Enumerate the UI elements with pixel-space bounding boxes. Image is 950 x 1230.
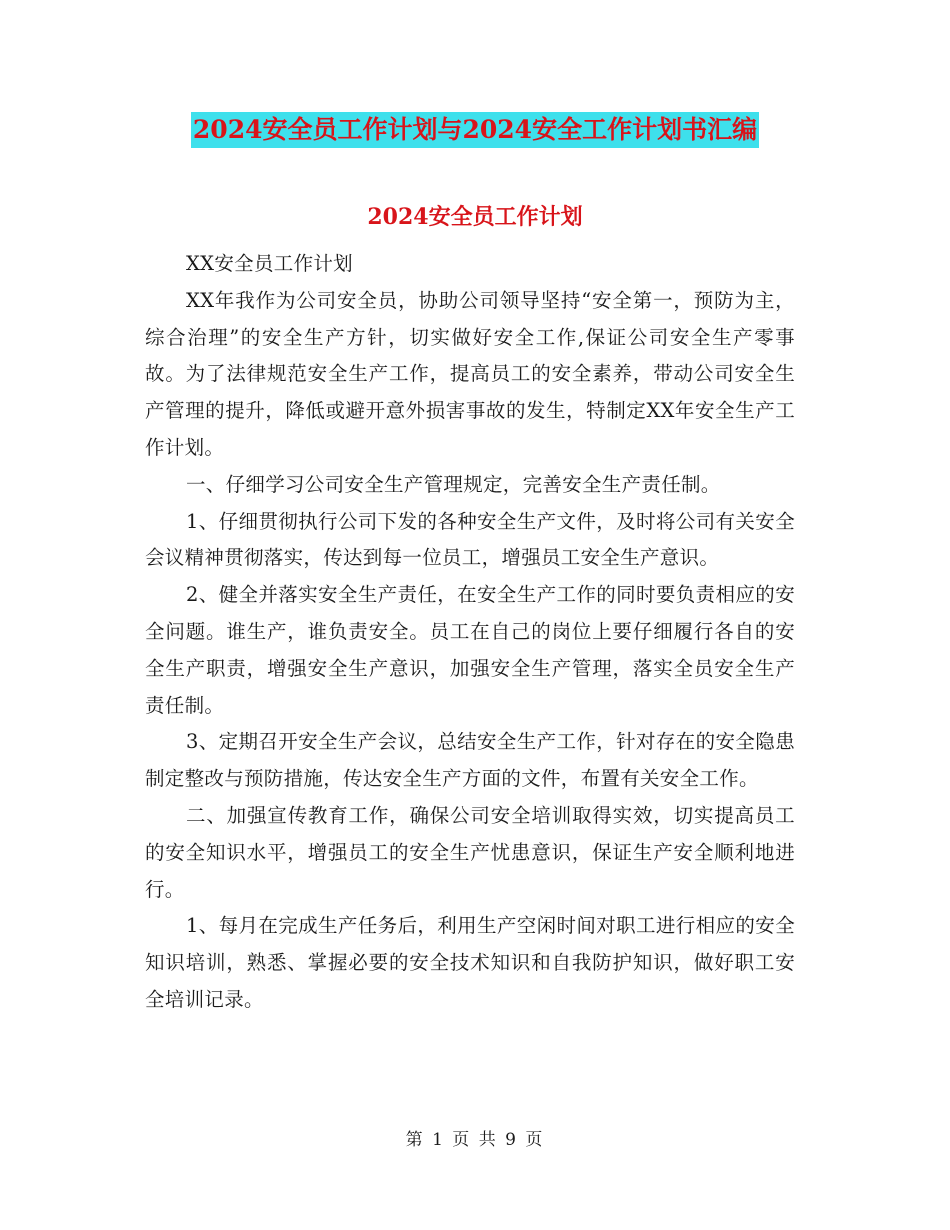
paragraph-subtitle: XX安全员工作计划 (186, 252, 353, 275)
title-wrapper (0, 112, 950, 148)
paragraph-item-1-2: 2、健全并落实安全生产责任，在安全生产工作的同时要负责相应的安全问题。谁生产，谁负责安全。员工在自己的岗位上要仔细履行各自的安全生产职责，增强安全生产意识，加强安全生产管理，落实全员安全生产责任制。 (145, 583, 795, 717)
section-heading: 2024安全员工作计划 (367, 204, 583, 230)
paragraph-heading-2: 二、加强宣传教育工作，确保公司安全培训取得实效，切实提高员工的安全知识水平，增强员工的安全生产忧患意识，保证生产安全顺利地进行。 (145, 803, 795, 901)
paragraph-item-1-3: 3、定期召开安全生产会议，总结安全生产工作，针对存在的安全隐患制定整改与预防措施，传达安全生产方面的文件，布置有关安全工作。 (145, 730, 795, 791)
paragraph-item-2-1: 1、每月在完成生产任务后，利用生产空闲时间对职工进行相应的安全知识培训，熟悉、掌握必要的安全技术知识和自我防护知识，做好职工安全培训记录。 (145, 914, 795, 1011)
document-body (145, 246, 795, 1019)
document-title: 2024安全员工作计划与2024安全工作计划书汇编 (191, 112, 759, 148)
paragraph-item-1-1: 1、仔细贯彻执行公司下发的各种安全生产文件，及时将公司有关安全会议精神贯彻落实，传达到每一位员工，增强员工安全生产意识。 (145, 509, 795, 570)
page-footer: 第 1 页 共 9 页 (405, 1130, 545, 1150)
paragraph-intro: XX年我作为公司安全员，协助公司领导坚持“安全第一，预防为主，综合治理”的安全生产方针，切实做好安全工作,保证公司安全生产零事故。为了法律规范安全生产工作，提高员工的安全素养，带动公司安全生产管理的提升，降低或避开意外损害事故的发生，特制定XX年安全生产工作计划。 (145, 288, 795, 459)
paragraph-heading-1: 一、仔细学习公司安全生产管理规定，完善安全生产责任制。 (186, 472, 721, 496)
